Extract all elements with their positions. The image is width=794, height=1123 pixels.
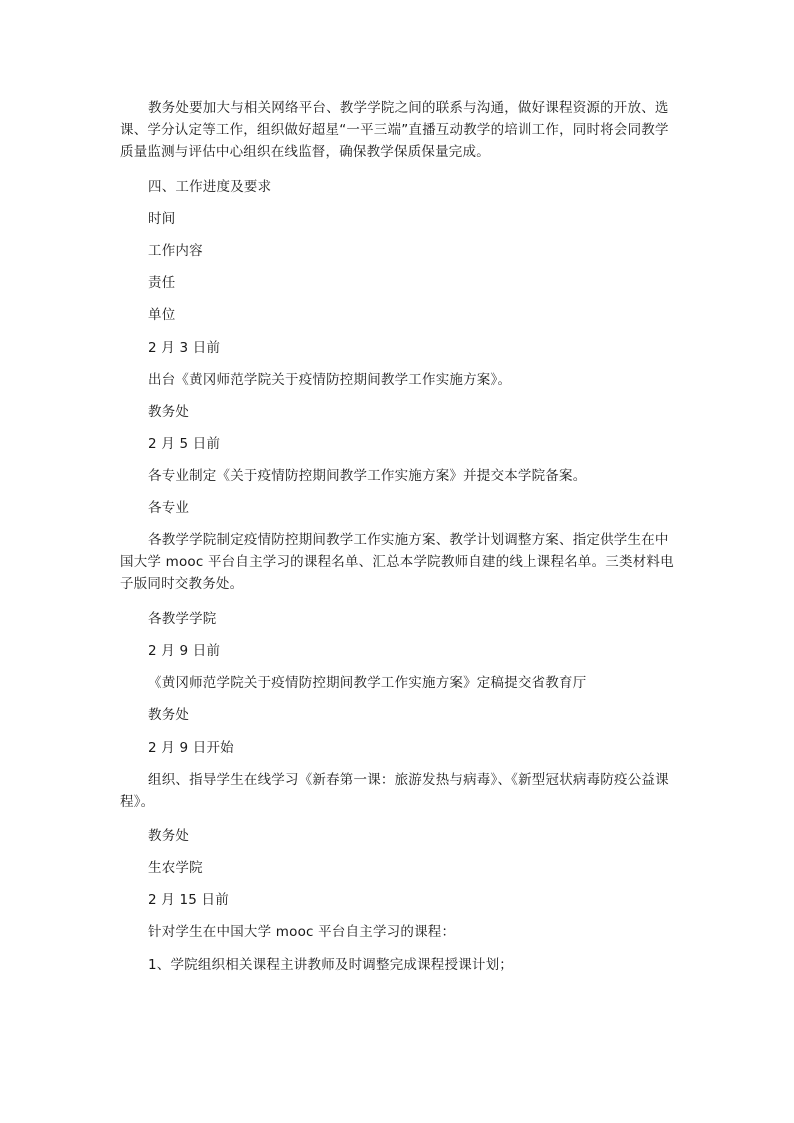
section-title: 四、工作进度及要求 bbox=[148, 179, 272, 195]
row-unit-secondary: 生农学院 bbox=[148, 860, 203, 876]
row-time: 2 月 3 日前 bbox=[148, 340, 221, 356]
header-time: 时间 bbox=[148, 211, 176, 227]
header-responsibility: 责任 bbox=[148, 275, 176, 291]
row-content: 出台《黄冈师范学院关于疫情防控期间教学工作实施方案》。 bbox=[148, 372, 512, 388]
row-content: 《黄冈师范学院关于疫情防控期间教学工作实施方案》定稿提交省教育厅 bbox=[148, 675, 587, 691]
row-time: 2 月 15 日前 bbox=[148, 892, 229, 908]
row-time: 2 月 9 日开始 bbox=[148, 740, 234, 756]
header-unit: 单位 bbox=[148, 307, 176, 323]
row-unit: 教务处 bbox=[148, 828, 190, 844]
row-unit: 各教学学院 bbox=[148, 611, 217, 627]
header-content: 工作内容 bbox=[148, 243, 203, 259]
row-unit: 各专业 bbox=[148, 500, 190, 516]
row-content-paragraph: 组织、指导学生在线学习《新春第一课：旅游发热与病毒》、《新型冠状病毒防疫公益课程》。 bbox=[120, 772, 669, 810]
row-time: 2 月 9 日前 bbox=[148, 643, 221, 659]
row-content: 各专业制定《关于疫情防控期间教学工作实施方案》并提交本学院备案。 bbox=[148, 468, 587, 484]
row-unit: 教务处 bbox=[148, 404, 190, 420]
row-list-item: 1、学院组织相关课程主讲教师及时调整完成课程授课计划； bbox=[148, 957, 513, 973]
row-unit: 教务处 bbox=[148, 707, 190, 723]
paragraph-intro: 教务处要加大与相关网络平台、教学学院之间的联系与沟通，做好课程资源的开放、选课、学分认定等工作，组织做好超星“一平三端”直播互动教学的培训工作，同时将会同教学质量监测与评估中心组织在线监督，确保教学保质保量完成。 bbox=[120, 100, 669, 160]
row-time: 2 月 5 日前 bbox=[148, 436, 221, 452]
row-content-paragraph: 各教学学院制定疫情防控期间教学工作实施方案、教学计划调整方案、指定供学生在中国大学 mooc 平台自主学习的课程名单、汇总本学院教师自建的线上课程名单。三类材料电子版同时交教务处。 bbox=[120, 532, 674, 592]
row-content: 针对学生在中国大学 mooc 平台自主学习的课程： bbox=[148, 924, 456, 940]
